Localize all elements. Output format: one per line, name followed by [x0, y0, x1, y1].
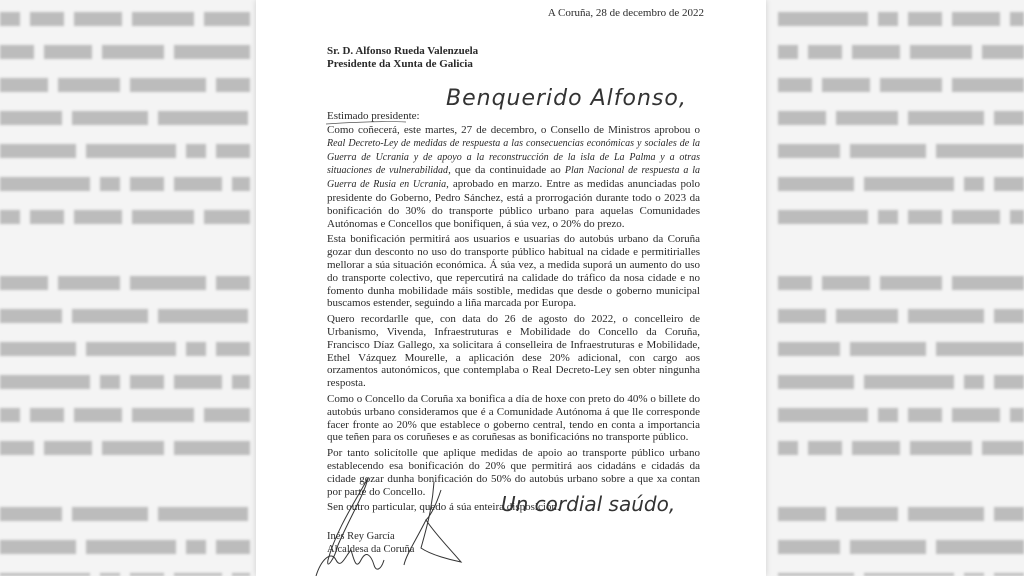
background-text-blur: [0, 540, 76, 554]
background-text-blur: [836, 309, 898, 323]
background-text-blur: [216, 540, 250, 554]
background-text-blur: [908, 507, 984, 521]
background-text-blur: [1010, 210, 1024, 224]
background-text-blur: [0, 342, 76, 356]
background-text-blur: [836, 111, 898, 125]
background-text-blur: [132, 12, 194, 26]
background-text-blur: [204, 12, 250, 26]
background-text-blur: [850, 342, 926, 356]
background-text-blur: [74, 408, 122, 422]
background-text-blur: [952, 78, 1024, 92]
background-text-blur: [0, 210, 20, 224]
paragraph-5: Por tanto solicítolle que aplique medidas de apoio ao transporte público urbano establecendo esa bonificación do 20% que permitirá aos cidadáns e cidadás da cidade gozar dunha bonificación do 50% do autobús urbano sobre a que xa contan por parte do Concello.: [327, 447, 700, 498]
background-text-blur: [186, 342, 206, 356]
background-text-blur: [0, 507, 62, 521]
background-text-blur: [204, 408, 250, 422]
background-text-blur: [232, 177, 250, 191]
background-text-blur: [778, 507, 826, 521]
background-text-blur: [0, 441, 34, 455]
background-text-blur: [880, 276, 942, 290]
background-text-blur: [86, 342, 176, 356]
background-text-blur: [100, 375, 120, 389]
background-text-blur: [72, 309, 148, 323]
background-text-blur: [908, 210, 942, 224]
background-text-blur: [1010, 408, 1024, 422]
background-text-blur: [936, 144, 1024, 158]
background-text-blur: [822, 276, 870, 290]
handwritten-greeting: Benquerido Alfonso,: [446, 86, 687, 111]
background-text-blur: [910, 45, 972, 59]
background-text-blur: [0, 78, 48, 92]
background-text-blur: [132, 408, 194, 422]
background-text-blur: [850, 144, 926, 158]
background-text-blur: [130, 375, 164, 389]
background-text-blur: [994, 375, 1024, 389]
background-text-blur: [0, 111, 62, 125]
background-text-blur: [778, 78, 812, 92]
background-text-blur: [822, 78, 870, 92]
background-text-blur: [778, 177, 854, 191]
signer-title: Alcaldesa da Coruña: [327, 544, 415, 555]
background-text-blur: [0, 276, 48, 290]
background-text-blur: [58, 276, 120, 290]
greeting: Estimado presidente:: [327, 110, 420, 122]
background-text-blur: [174, 177, 222, 191]
background-text-blur: [778, 12, 868, 26]
background-text-blur: [850, 540, 926, 554]
recipient-name: Sr. D. Alfonso Rueda Valenzuela: [327, 45, 479, 57]
background-text-blur: [808, 441, 842, 455]
background-text-blur: [216, 144, 250, 158]
background-text-blur: [994, 177, 1024, 191]
background-text-blur: [864, 375, 954, 389]
background-text-blur: [30, 12, 64, 26]
letter-page: [256, 0, 766, 576]
background-text-blur: [952, 408, 1000, 422]
background-text-blur: [0, 309, 62, 323]
background-text-blur: [778, 45, 798, 59]
background-text-blur: [174, 45, 250, 59]
background-text-blur: [86, 144, 176, 158]
background-text-blur: [852, 441, 900, 455]
background-text-blur: [778, 375, 854, 389]
paragraph-4: Como o Concello da Coruña xa bonifica a día de hoxe con preto do 40% o billete do autobús urbano consideramos que é a Comunidade Autónoma á que lle corresponde facer fronte ao 20% que establece o goberno central, tendo en conta a importancia que teñen para os coruñeses e as coruñesas as bonificacións no transporte público.: [327, 392, 700, 444]
background-text-blur: [232, 375, 250, 389]
handwritten-closing: Un cordial saúdo,: [501, 492, 676, 516]
background-text-blur: [982, 441, 1024, 455]
background-text-blur: [952, 12, 1000, 26]
background-text-blur: [778, 540, 840, 554]
background-text-blur: [878, 408, 898, 422]
background-text-blur: [204, 210, 250, 224]
background-text-blur: [0, 408, 20, 422]
signer-block: [327, 530, 414, 556]
background-text-blur: [908, 309, 984, 323]
background-text-blur: [216, 78, 250, 92]
background-text-blur: [44, 441, 92, 455]
background-text-blur: [994, 111, 1024, 125]
paragraph-6: Sen outro particular, quedo á súa enteira disposición.: [327, 501, 560, 514]
recipient-block: [327, 45, 478, 70]
background-text-blur: [952, 276, 1024, 290]
letter-date: A Coruña, 28 de decembro de 2022: [547, 7, 704, 19]
background-text-blur: [216, 276, 250, 290]
background-text-blur: [994, 507, 1024, 521]
background-text-blur: [130, 78, 206, 92]
background-text-blur: [982, 45, 1024, 59]
background-text-blur: [778, 111, 826, 125]
background-text-blur: [174, 375, 222, 389]
background-text-blur: [86, 540, 176, 554]
recipient-title: Presidente da Xunta de Galicia: [327, 57, 473, 70]
background-text-blur: [158, 507, 248, 521]
background-text-blur: [908, 12, 942, 26]
background-text-blur: [964, 177, 984, 191]
background-text-blur: [908, 408, 942, 422]
background-text-blur: [130, 276, 206, 290]
background-text-blur: [30, 210, 64, 224]
background-text-blur: [778, 276, 812, 290]
background-text-blur: [186, 540, 206, 554]
background-text-blur: [158, 111, 248, 125]
background-text-blur: [74, 12, 122, 26]
background-text-blur: [74, 210, 122, 224]
background-text-blur: [216, 342, 250, 356]
background-text-blur: [952, 210, 1000, 224]
background-text-blur: [852, 45, 900, 59]
background-text-blur: [836, 507, 898, 521]
letter-body: [327, 124, 700, 517]
paragraph-2: Esta bonificación permitirá aos usuarios e usuarias do autobús urbano da Coruña gozar dun desconto no uso do transporte público habitual na cidade e permitirialles mellorar a súa situación económica. Á súa vez, a medida suporá un aumento do uso do transporte colectivo, que repercutirá na calidade do tráfico da nosa cidade e no fomento dunha mobilidade máis sostible, medidas que desde o goberno municipal buscamos estender, seguindo a liña marcada por Europa.: [327, 233, 700, 310]
background-text-blur: [778, 210, 868, 224]
background-text-blur: [880, 78, 942, 92]
background-text-blur: [102, 45, 164, 59]
background-text-blur: [0, 375, 90, 389]
background-text-blur: [186, 144, 206, 158]
background-text-blur: [0, 177, 90, 191]
background-text-blur: [864, 177, 954, 191]
background-text-blur: [158, 309, 248, 323]
background-text-blur: [130, 177, 164, 191]
background-text-blur: [808, 45, 842, 59]
background-text-blur: [0, 12, 20, 26]
paragraph-1: Como coñecerá, este martes, 27 de decembro, o Consello de Ministros aprobou o Real Decreto-Ley de medidas de respuesta a las consecuencias económicas y sociales de la Guerra de Ucrania y de apoyo a la reconstrucción de la isla de La Palma y a otras situaciones de vulnerabilidad, que da continuidade ao Plan Nacional de respuesta a la Guerra de Rusia en Ucrania, aprobado en marzo. Entre as medidas anunciadas polo presidente do Goberno, Pedro Sánchez, está a prorrogación durante todo o 2023 da bonificación do 30% do transporte público urbano para aquelas Comunidades Autónomas e Concellos que bonifiquen, á súa vez, o 20% do prezo.: [327, 124, 700, 230]
background-text-blur: [964, 375, 984, 389]
background-text-blur: [778, 441, 798, 455]
background-text-blur: [30, 408, 64, 422]
background-text-blur: [100, 177, 120, 191]
background-text-blur: [908, 111, 984, 125]
background-text-blur: [1010, 12, 1024, 26]
background-text-blur: [778, 342, 840, 356]
background-text-blur: [936, 342, 1024, 356]
background-text-blur: [44, 45, 92, 59]
background-text-blur: [102, 441, 164, 455]
background-text-blur: [878, 12, 898, 26]
background-text-blur: [58, 78, 120, 92]
background-text-blur: [778, 144, 840, 158]
background-text-blur: [0, 144, 76, 158]
background-text-blur: [72, 111, 148, 125]
signer-name: Inés Rey García: [327, 531, 395, 542]
background-text-blur: [778, 309, 826, 323]
background-text-blur: [778, 408, 868, 422]
background-text-blur: [72, 507, 148, 521]
background-text-blur: [994, 309, 1024, 323]
background-text-blur: [174, 441, 250, 455]
background-text-blur: [910, 441, 972, 455]
background-text-blur: [878, 210, 898, 224]
background-text-blur: [132, 210, 194, 224]
background-text-blur: [0, 45, 34, 59]
background-text-blur: [936, 540, 1024, 554]
paragraph-3: Quero recordarlle que, con data do 26 de agosto do 2022, o concelleiro de Urbanismo, Vivenda, Infraestruturas e Mobilidade do Concello da Coruña, Francisco Díaz Gallego, xa solicitara á conselleira de Infraestruturas e Mobilidade, Ethel Vázquez Mourelle, a aplicación dese 20% adicional, con cargo aos orzamentos autonómicos, que contemplaba o Real Decreto-Ley sen obter ningunha resposta.: [327, 313, 700, 390]
